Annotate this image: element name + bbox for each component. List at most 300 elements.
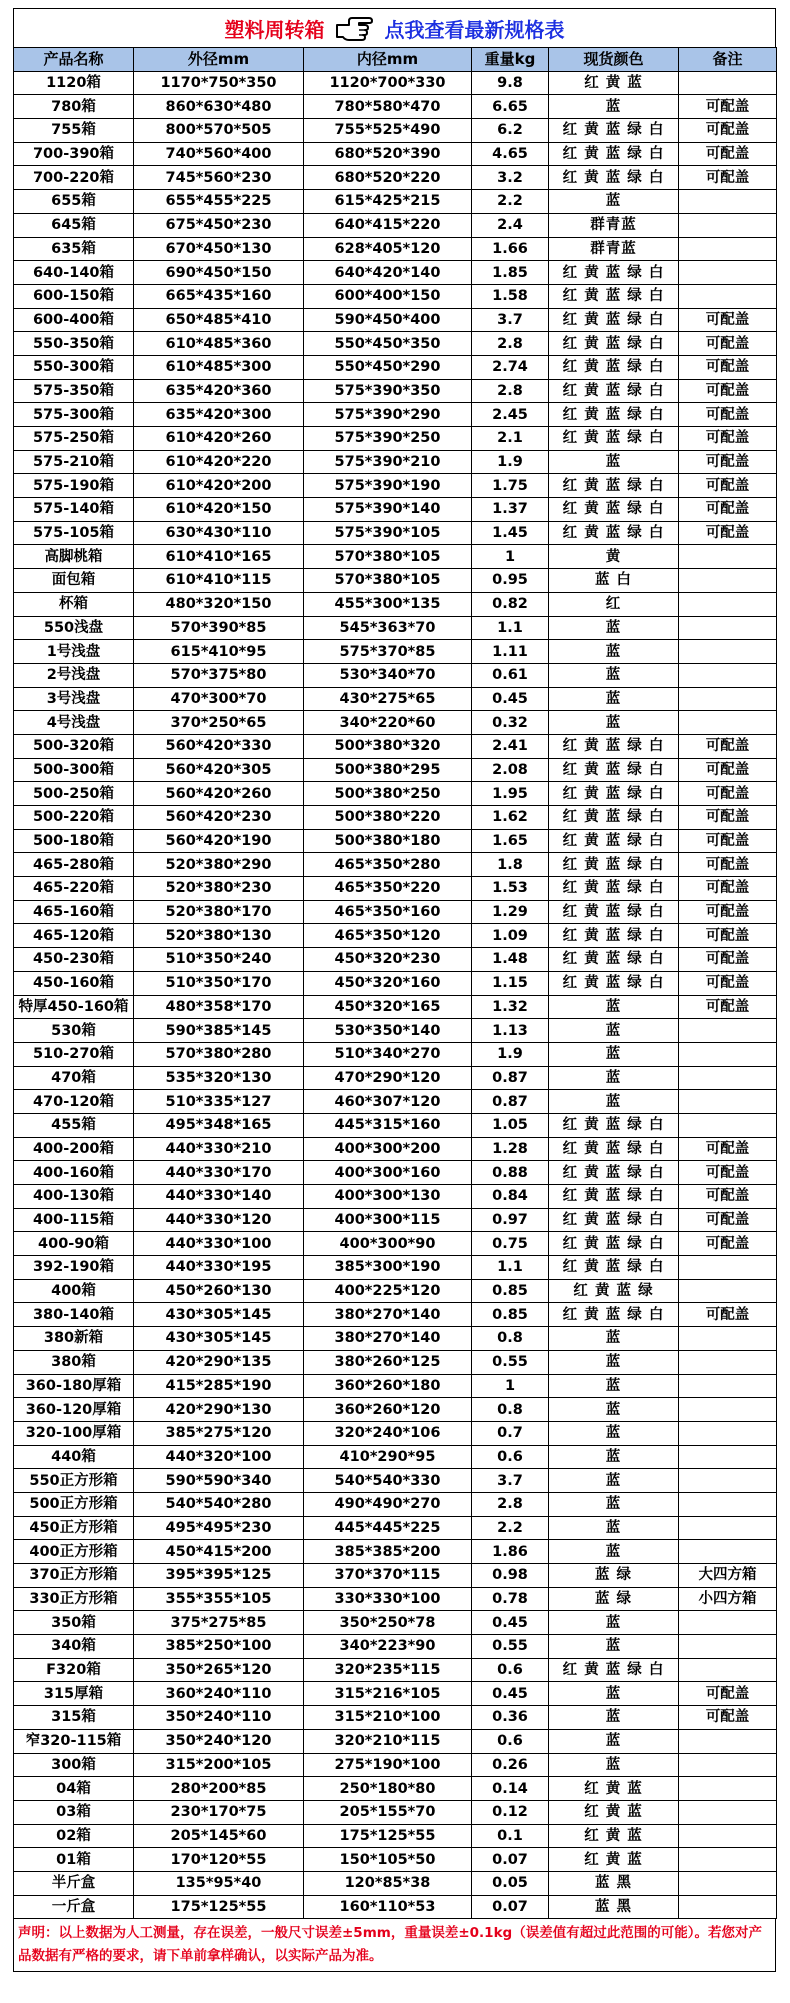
cell-product-name: 1号浅盘 (14, 640, 134, 664)
cell-weight: 1 (472, 1374, 549, 1398)
disclaimer-notice: 声明：以上数据为人工测量，存在误差，一般尺寸误差±5mm，重量误差±0.1kg（误差值有超过此范围的可能）。若您对产品数据有严格的要求，请下单前拿样确认，以实际产品为准。 (13, 1919, 776, 1972)
cell-product-name: 380箱 (14, 1350, 134, 1374)
cell-remarks: 可配盖 (679, 1161, 777, 1185)
cell-product-name: 380新箱 (14, 1327, 134, 1351)
cell-remarks (679, 1611, 777, 1635)
cell-stock-colors: 蓝 绿 (549, 1587, 679, 1611)
cell-weight: 1.9 (472, 1042, 549, 1066)
cell-stock-colors: 红 黄 蓝 绿 白 (549, 498, 679, 522)
cell-stock-colors: 红 黄 蓝 绿 白 (549, 948, 679, 972)
cell-stock-colors: 蓝 (549, 1421, 679, 1445)
cell-weight: 0.61 (472, 663, 549, 687)
cell-stock-colors: 蓝 (549, 1019, 679, 1043)
cell-remarks (679, 1279, 777, 1303)
cell-outer-size: 450*260*130 (134, 1279, 304, 1303)
cell-product-name: 400-130箱 (14, 1185, 134, 1209)
cell-outer-size: 610*420*200 (134, 474, 304, 498)
cell-weight: 1.86 (472, 1540, 549, 1564)
cell-weight: 0.7 (472, 1421, 549, 1445)
cell-remarks (679, 1635, 777, 1659)
cell-stock-colors: 蓝 绿 (549, 1564, 679, 1588)
cell-weight: 6.65 (472, 95, 549, 119)
cell-outer-size: 470*300*70 (134, 687, 304, 711)
table-row (14, 663, 777, 687)
cell-weight: 4.65 (472, 142, 549, 166)
cell-product-name: 465-120箱 (14, 924, 134, 948)
table-row (14, 1279, 777, 1303)
cell-remarks (679, 1540, 777, 1564)
cell-product-name: 315厚箱 (14, 1682, 134, 1706)
table-row (14, 1421, 777, 1445)
cell-stock-colors: 蓝 (549, 1350, 679, 1374)
cell-remarks: 可配盖 (679, 521, 777, 545)
cell-stock-colors: 蓝 (549, 663, 679, 687)
cell-stock-colors: 红 黄 蓝 绿 白 (549, 166, 679, 190)
cell-remarks: 可配盖 (679, 1185, 777, 1209)
cell-outer-size: 560*420*230 (134, 806, 304, 830)
table-row (14, 1658, 777, 1682)
cell-weight: 0.84 (472, 1185, 549, 1209)
table-row (14, 1871, 777, 1895)
cell-remarks (679, 213, 777, 237)
cell-inner-size: 500*380*180 (304, 829, 472, 853)
cell-inner-size: 250*180*80 (304, 1777, 472, 1801)
cell-inner-size: 460*307*120 (304, 1090, 472, 1114)
cell-inner-size: 530*340*70 (304, 663, 472, 687)
table-row (14, 521, 777, 545)
cell-outer-size: 420*290*135 (134, 1350, 304, 1374)
cell-stock-colors: 蓝 白 (549, 569, 679, 593)
cell-remarks: 可配盖 (679, 806, 777, 830)
cell-inner-size: 575*370*85 (304, 640, 472, 664)
table-row (14, 1564, 777, 1588)
cell-remarks: 可配盖 (679, 829, 777, 853)
cell-stock-colors: 红 黄 蓝 (549, 71, 679, 95)
cell-stock-colors: 蓝 (549, 1398, 679, 1422)
spec-link[interactable]: 点我查看最新规格表 (384, 17, 565, 42)
cell-outer-size: 510*335*127 (134, 1090, 304, 1114)
cell-product-name: 470箱 (14, 1066, 134, 1090)
cell-outer-size: 440*330*210 (134, 1137, 304, 1161)
table-row (14, 1587, 777, 1611)
cell-stock-colors: 红 黄 蓝 绿 白 (549, 1161, 679, 1185)
cell-product-name: 400正方形箱 (14, 1540, 134, 1564)
cell-outer-size: 570*380*280 (134, 1042, 304, 1066)
cell-stock-colors: 蓝 (549, 687, 679, 711)
cell-outer-size: 665*435*160 (134, 284, 304, 308)
cell-stock-colors: 红 黄 蓝 绿 白 (549, 900, 679, 924)
cell-outer-size: 570*375*80 (134, 663, 304, 687)
cell-inner-size: 500*380*220 (304, 806, 472, 830)
cell-outer-size: 570*390*85 (134, 616, 304, 640)
cell-inner-size: 628*405*120 (304, 237, 472, 261)
cell-product-name: 3号浅盘 (14, 687, 134, 711)
cell-outer-size: 590*590*340 (134, 1469, 304, 1493)
cell-remarks (679, 1256, 777, 1280)
cell-weight: 2.8 (472, 379, 549, 403)
cell-weight: 1.32 (472, 995, 549, 1019)
table-row (14, 308, 777, 332)
cell-inner-size: 570*380*105 (304, 569, 472, 593)
cell-stock-colors: 蓝 (549, 1042, 679, 1066)
table-row (14, 190, 777, 214)
cell-inner-size: 430*275*65 (304, 687, 472, 711)
cell-weight: 1.15 (472, 971, 549, 995)
cell-product-name: 550-350箱 (14, 332, 134, 356)
cell-outer-size: 430*305*145 (134, 1303, 304, 1327)
table-row (14, 119, 777, 143)
cell-stock-colors: 蓝 (549, 1611, 679, 1635)
cell-stock-colors: 红 黄 蓝 绿 白 (549, 427, 679, 451)
table-row (14, 355, 777, 379)
cell-weight: 1.58 (472, 284, 549, 308)
cell-remarks (679, 545, 777, 569)
cell-remarks (679, 1350, 777, 1374)
table-row (14, 142, 777, 166)
cell-weight: 3.7 (472, 1469, 549, 1493)
cell-remarks (679, 1777, 777, 1801)
cell-remarks (679, 711, 777, 735)
table-row (14, 71, 777, 95)
table-row (14, 1042, 777, 1066)
cell-outer-size: 670*450*130 (134, 237, 304, 261)
cell-weight: 2.74 (472, 355, 549, 379)
cell-inner-size: 465*350*160 (304, 900, 472, 924)
cell-inner-size: 350*250*78 (304, 1611, 472, 1635)
cell-product-name: 450-230箱 (14, 948, 134, 972)
cell-stock-colors: 蓝 (549, 1516, 679, 1540)
cell-stock-colors: 蓝 (549, 1540, 679, 1564)
table-row (14, 474, 777, 498)
cell-outer-size: 430*305*145 (134, 1327, 304, 1351)
cell-remarks: 可配盖 (679, 1137, 777, 1161)
cell-inner-size: 315*216*105 (304, 1682, 472, 1706)
cell-product-name: 575-350箱 (14, 379, 134, 403)
cell-remarks: 可配盖 (679, 877, 777, 901)
cell-stock-colors: 红 黄 蓝 绿 白 (549, 403, 679, 427)
cell-inner-size: 510*340*270 (304, 1042, 472, 1066)
cell-product-name: 600-150箱 (14, 284, 134, 308)
cell-stock-colors: 红 (549, 592, 679, 616)
cell-remarks (679, 616, 777, 640)
cell-stock-colors: 蓝 (549, 1090, 679, 1114)
cell-stock-colors: 红 黄 蓝 绿 白 (549, 284, 679, 308)
cell-inner-size: 320*240*106 (304, 1421, 472, 1445)
cell-outer-size: 800*570*505 (134, 119, 304, 143)
cell-stock-colors: 红 黄 蓝 绿 白 (549, 806, 679, 830)
cell-weight: 2.8 (472, 332, 549, 356)
cell-remarks: 可配盖 (679, 924, 777, 948)
cell-product-name: 575-190箱 (14, 474, 134, 498)
cell-product-name: 窄320-115箱 (14, 1729, 134, 1753)
cell-outer-size: 315*200*105 (134, 1753, 304, 1777)
cell-product-name: 380-140箱 (14, 1303, 134, 1327)
table-row (14, 1706, 777, 1730)
cell-inner-size: 445*315*160 (304, 1113, 472, 1137)
cell-outer-size: 350*240*120 (134, 1729, 304, 1753)
cell-product-name: 635箱 (14, 237, 134, 261)
table-row (14, 711, 777, 735)
cell-inner-size: 780*580*470 (304, 95, 472, 119)
cell-inner-size: 490*490*270 (304, 1492, 472, 1516)
cell-weight: 1.09 (472, 924, 549, 948)
cell-stock-colors: 红 黄 蓝 绿 白 (549, 829, 679, 853)
cell-inner-size: 315*210*100 (304, 1706, 472, 1730)
cell-stock-colors: 红 黄 蓝 绿 白 (549, 758, 679, 782)
cell-remarks (679, 1113, 777, 1137)
cell-weight: 2.08 (472, 758, 549, 782)
table-row (14, 379, 777, 403)
cell-weight: 1.65 (472, 829, 549, 853)
cell-inner-size: 120*85*38 (304, 1871, 472, 1895)
table-row (14, 1350, 777, 1374)
cell-stock-colors: 红 黄 蓝 (549, 1777, 679, 1801)
cell-stock-colors: 蓝 (549, 95, 679, 119)
cell-product-name: 465-160箱 (14, 900, 134, 924)
cell-product-name: 645箱 (14, 213, 134, 237)
cell-inner-size: 275*190*100 (304, 1753, 472, 1777)
table-row (14, 1137, 777, 1161)
table-row (14, 616, 777, 640)
cell-inner-size: 755*525*490 (304, 119, 472, 143)
cell-remarks (679, 1492, 777, 1516)
col-stock-colors: 现货颜色 (549, 48, 679, 72)
cell-stock-colors: 红 黄 蓝 (549, 1848, 679, 1872)
cell-weight: 0.55 (472, 1350, 549, 1374)
table-row (14, 782, 777, 806)
cell-stock-colors: 蓝 黑 (549, 1871, 679, 1895)
cell-remarks: 可配盖 (679, 734, 777, 758)
cell-outer-size: 480*358*170 (134, 995, 304, 1019)
cell-product-name: 465-220箱 (14, 877, 134, 901)
cell-weight: 1.1 (472, 1256, 549, 1280)
cell-stock-colors: 红 黄 蓝 (549, 1800, 679, 1824)
cell-weight: 0.97 (472, 1208, 549, 1232)
table-row (14, 1113, 777, 1137)
cell-stock-colors: 红 黄 蓝 绿 白 (549, 308, 679, 332)
cell-weight: 3.2 (472, 166, 549, 190)
cell-weight: 0.6 (472, 1729, 549, 1753)
table-row (14, 1208, 777, 1232)
table-row (14, 1492, 777, 1516)
cell-weight: 1.95 (472, 782, 549, 806)
table-row (14, 592, 777, 616)
cell-remarks: 可配盖 (679, 782, 777, 806)
cell-product-name: 500-250箱 (14, 782, 134, 806)
cell-inner-size: 340*220*60 (304, 711, 472, 735)
cell-stock-colors: 红 黄 蓝 绿 白 (549, 1232, 679, 1256)
cell-weight: 2.41 (472, 734, 549, 758)
cell-outer-size: 535*320*130 (134, 1066, 304, 1090)
cell-remarks: 可配盖 (679, 1706, 777, 1730)
cell-outer-size: 615*410*95 (134, 640, 304, 664)
cell-remarks (679, 1516, 777, 1540)
cell-stock-colors: 蓝 (549, 1753, 679, 1777)
table-row (14, 1611, 777, 1635)
cell-outer-size: 135*95*40 (134, 1871, 304, 1895)
cell-outer-size: 280*200*85 (134, 1777, 304, 1801)
cell-weight: 9.8 (472, 71, 549, 95)
table-row (14, 758, 777, 782)
table-row (14, 1398, 777, 1422)
table-row (14, 450, 777, 474)
cell-remarks (679, 1019, 777, 1043)
cell-inner-size: 545*363*70 (304, 616, 472, 640)
cell-remarks: 可配盖 (679, 853, 777, 877)
cell-product-name: 450-160箱 (14, 971, 134, 995)
cell-weight: 0.26 (472, 1753, 549, 1777)
cell-stock-colors: 蓝 (549, 1327, 679, 1351)
cell-product-name: 455箱 (14, 1113, 134, 1137)
cell-outer-size: 610*420*220 (134, 450, 304, 474)
cell-product-name: 500-220箱 (14, 806, 134, 830)
cell-stock-colors: 蓝 (549, 450, 679, 474)
cell-weight: 1.62 (472, 806, 549, 830)
cell-product-name: 780箱 (14, 95, 134, 119)
cell-inner-size: 340*223*90 (304, 1635, 472, 1659)
table-row (14, 1895, 777, 1919)
cell-remarks: 可配盖 (679, 948, 777, 972)
cell-product-name: 300箱 (14, 1753, 134, 1777)
cell-outer-size: 560*420*330 (134, 734, 304, 758)
cell-stock-colors: 红 黄 蓝 绿 白 (549, 877, 679, 901)
cell-weight: 0.6 (472, 1445, 549, 1469)
cell-product-name: 470-120箱 (14, 1090, 134, 1114)
cell-inner-size: 590*450*400 (304, 308, 472, 332)
cell-remarks (679, 1374, 777, 1398)
cell-weight: 2.45 (472, 403, 549, 427)
cell-weight: 2.2 (472, 1516, 549, 1540)
cell-weight: 1.28 (472, 1137, 549, 1161)
cell-inner-size: 175*125*55 (304, 1824, 472, 1848)
table-row (14, 877, 777, 901)
cell-outer-size: 635*420*300 (134, 403, 304, 427)
cell-remarks: 可配盖 (679, 119, 777, 143)
cell-inner-size: 380*270*140 (304, 1327, 472, 1351)
table-row (14, 1161, 777, 1185)
table-row (14, 1469, 777, 1493)
cell-stock-colors: 蓝 (549, 640, 679, 664)
cell-weight: 1.05 (472, 1113, 549, 1137)
cell-remarks: 可配盖 (679, 1208, 777, 1232)
table-row (14, 806, 777, 830)
cell-stock-colors: 蓝 (549, 1706, 679, 1730)
cell-stock-colors: 红 黄 蓝 绿 白 (549, 1658, 679, 1682)
cell-outer-size: 610*485*360 (134, 332, 304, 356)
cell-outer-size: 375*275*85 (134, 1611, 304, 1635)
title-bar[interactable] (13, 8, 776, 47)
cell-stock-colors: 红 黄 蓝 绿 白 (549, 1113, 679, 1137)
cell-product-name: 340箱 (14, 1635, 134, 1659)
cell-remarks (679, 237, 777, 261)
cell-stock-colors: 黄 (549, 545, 679, 569)
table-row (14, 569, 777, 593)
cell-product-name: 575-210箱 (14, 450, 134, 474)
cell-weight: 0.85 (472, 1279, 549, 1303)
cell-stock-colors: 蓝 (549, 190, 679, 214)
cell-product-name: 2号浅盘 (14, 663, 134, 687)
cell-remarks: 可配盖 (679, 900, 777, 924)
cell-stock-colors: 蓝 (549, 711, 679, 735)
cell-product-name: 500-180箱 (14, 829, 134, 853)
cell-inner-size: 500*380*295 (304, 758, 472, 782)
cell-remarks: 可配盖 (679, 474, 777, 498)
spec-sheet (13, 8, 776, 1972)
cell-inner-size: 160*110*53 (304, 1895, 472, 1919)
table-row (14, 1232, 777, 1256)
cell-weight: 1.85 (472, 261, 549, 285)
table-row (14, 1374, 777, 1398)
col-product-name: 产品名称 (14, 48, 134, 72)
cell-outer-size: 440*330*120 (134, 1208, 304, 1232)
cell-stock-colors: 红 黄 蓝 (549, 1824, 679, 1848)
cell-inner-size: 470*290*120 (304, 1066, 472, 1090)
cell-weight: 0.87 (472, 1090, 549, 1114)
cell-stock-colors: 蓝 (549, 1066, 679, 1090)
cell-inner-size: 530*350*140 (304, 1019, 472, 1043)
cell-stock-colors: 群青蓝 (549, 237, 679, 261)
cell-stock-colors: 红 黄 蓝 绿 白 (549, 332, 679, 356)
cell-remarks (679, 284, 777, 308)
cell-outer-size: 520*380*130 (134, 924, 304, 948)
table-row (14, 1019, 777, 1043)
cell-weight: 0.8 (472, 1327, 549, 1351)
cell-weight: 1.8 (472, 853, 549, 877)
cell-weight: 1.13 (472, 1019, 549, 1043)
cell-outer-size: 440*320*100 (134, 1445, 304, 1469)
cell-outer-size: 355*355*105 (134, 1587, 304, 1611)
cell-stock-colors: 蓝 (549, 995, 679, 1019)
col-inner-size: 内径mm (304, 48, 472, 72)
cell-remarks (679, 261, 777, 285)
cell-outer-size: 610*420*260 (134, 427, 304, 451)
cell-product-name: 465-280箱 (14, 853, 134, 877)
cell-inner-size: 380*270*140 (304, 1303, 472, 1327)
cell-product-name: 400-160箱 (14, 1161, 134, 1185)
cell-remarks (679, 1895, 777, 1919)
cell-remarks: 可配盖 (679, 95, 777, 119)
cell-outer-size: 495*348*165 (134, 1113, 304, 1137)
cell-inner-size: 575*390*350 (304, 379, 472, 403)
cell-stock-colors: 红 黄 蓝 绿 白 (549, 474, 679, 498)
cell-inner-size: 380*260*125 (304, 1350, 472, 1374)
table-row (14, 284, 777, 308)
cell-inner-size: 575*390*290 (304, 403, 472, 427)
cell-remarks (679, 592, 777, 616)
cell-outer-size: 630*430*110 (134, 521, 304, 545)
cell-weight: 2.1 (472, 427, 549, 451)
cell-outer-size: 560*420*260 (134, 782, 304, 806)
cell-product-name: 04箱 (14, 1777, 134, 1801)
col-remarks: 备注 (679, 48, 777, 72)
cell-remarks: 可配盖 (679, 758, 777, 782)
cell-outer-size: 510*350*240 (134, 948, 304, 972)
cell-outer-size: 560*420*190 (134, 829, 304, 853)
cell-weight: 2.2 (472, 190, 549, 214)
cell-product-name: 600-400箱 (14, 308, 134, 332)
cell-product-name: 400-90箱 (14, 1232, 134, 1256)
cell-outer-size: 1170*750*350 (134, 71, 304, 95)
cell-product-name: 1120箱 (14, 71, 134, 95)
cell-weight: 0.32 (472, 711, 549, 735)
cell-outer-size: 205*145*60 (134, 1824, 304, 1848)
table-row (14, 1540, 777, 1564)
cell-product-name: 360-180厚箱 (14, 1374, 134, 1398)
cell-inner-size: 450*320*230 (304, 948, 472, 972)
cell-weight: 0.07 (472, 1848, 549, 1872)
cell-weight: 0.6 (472, 1658, 549, 1682)
cell-weight: 0.1 (472, 1824, 549, 1848)
